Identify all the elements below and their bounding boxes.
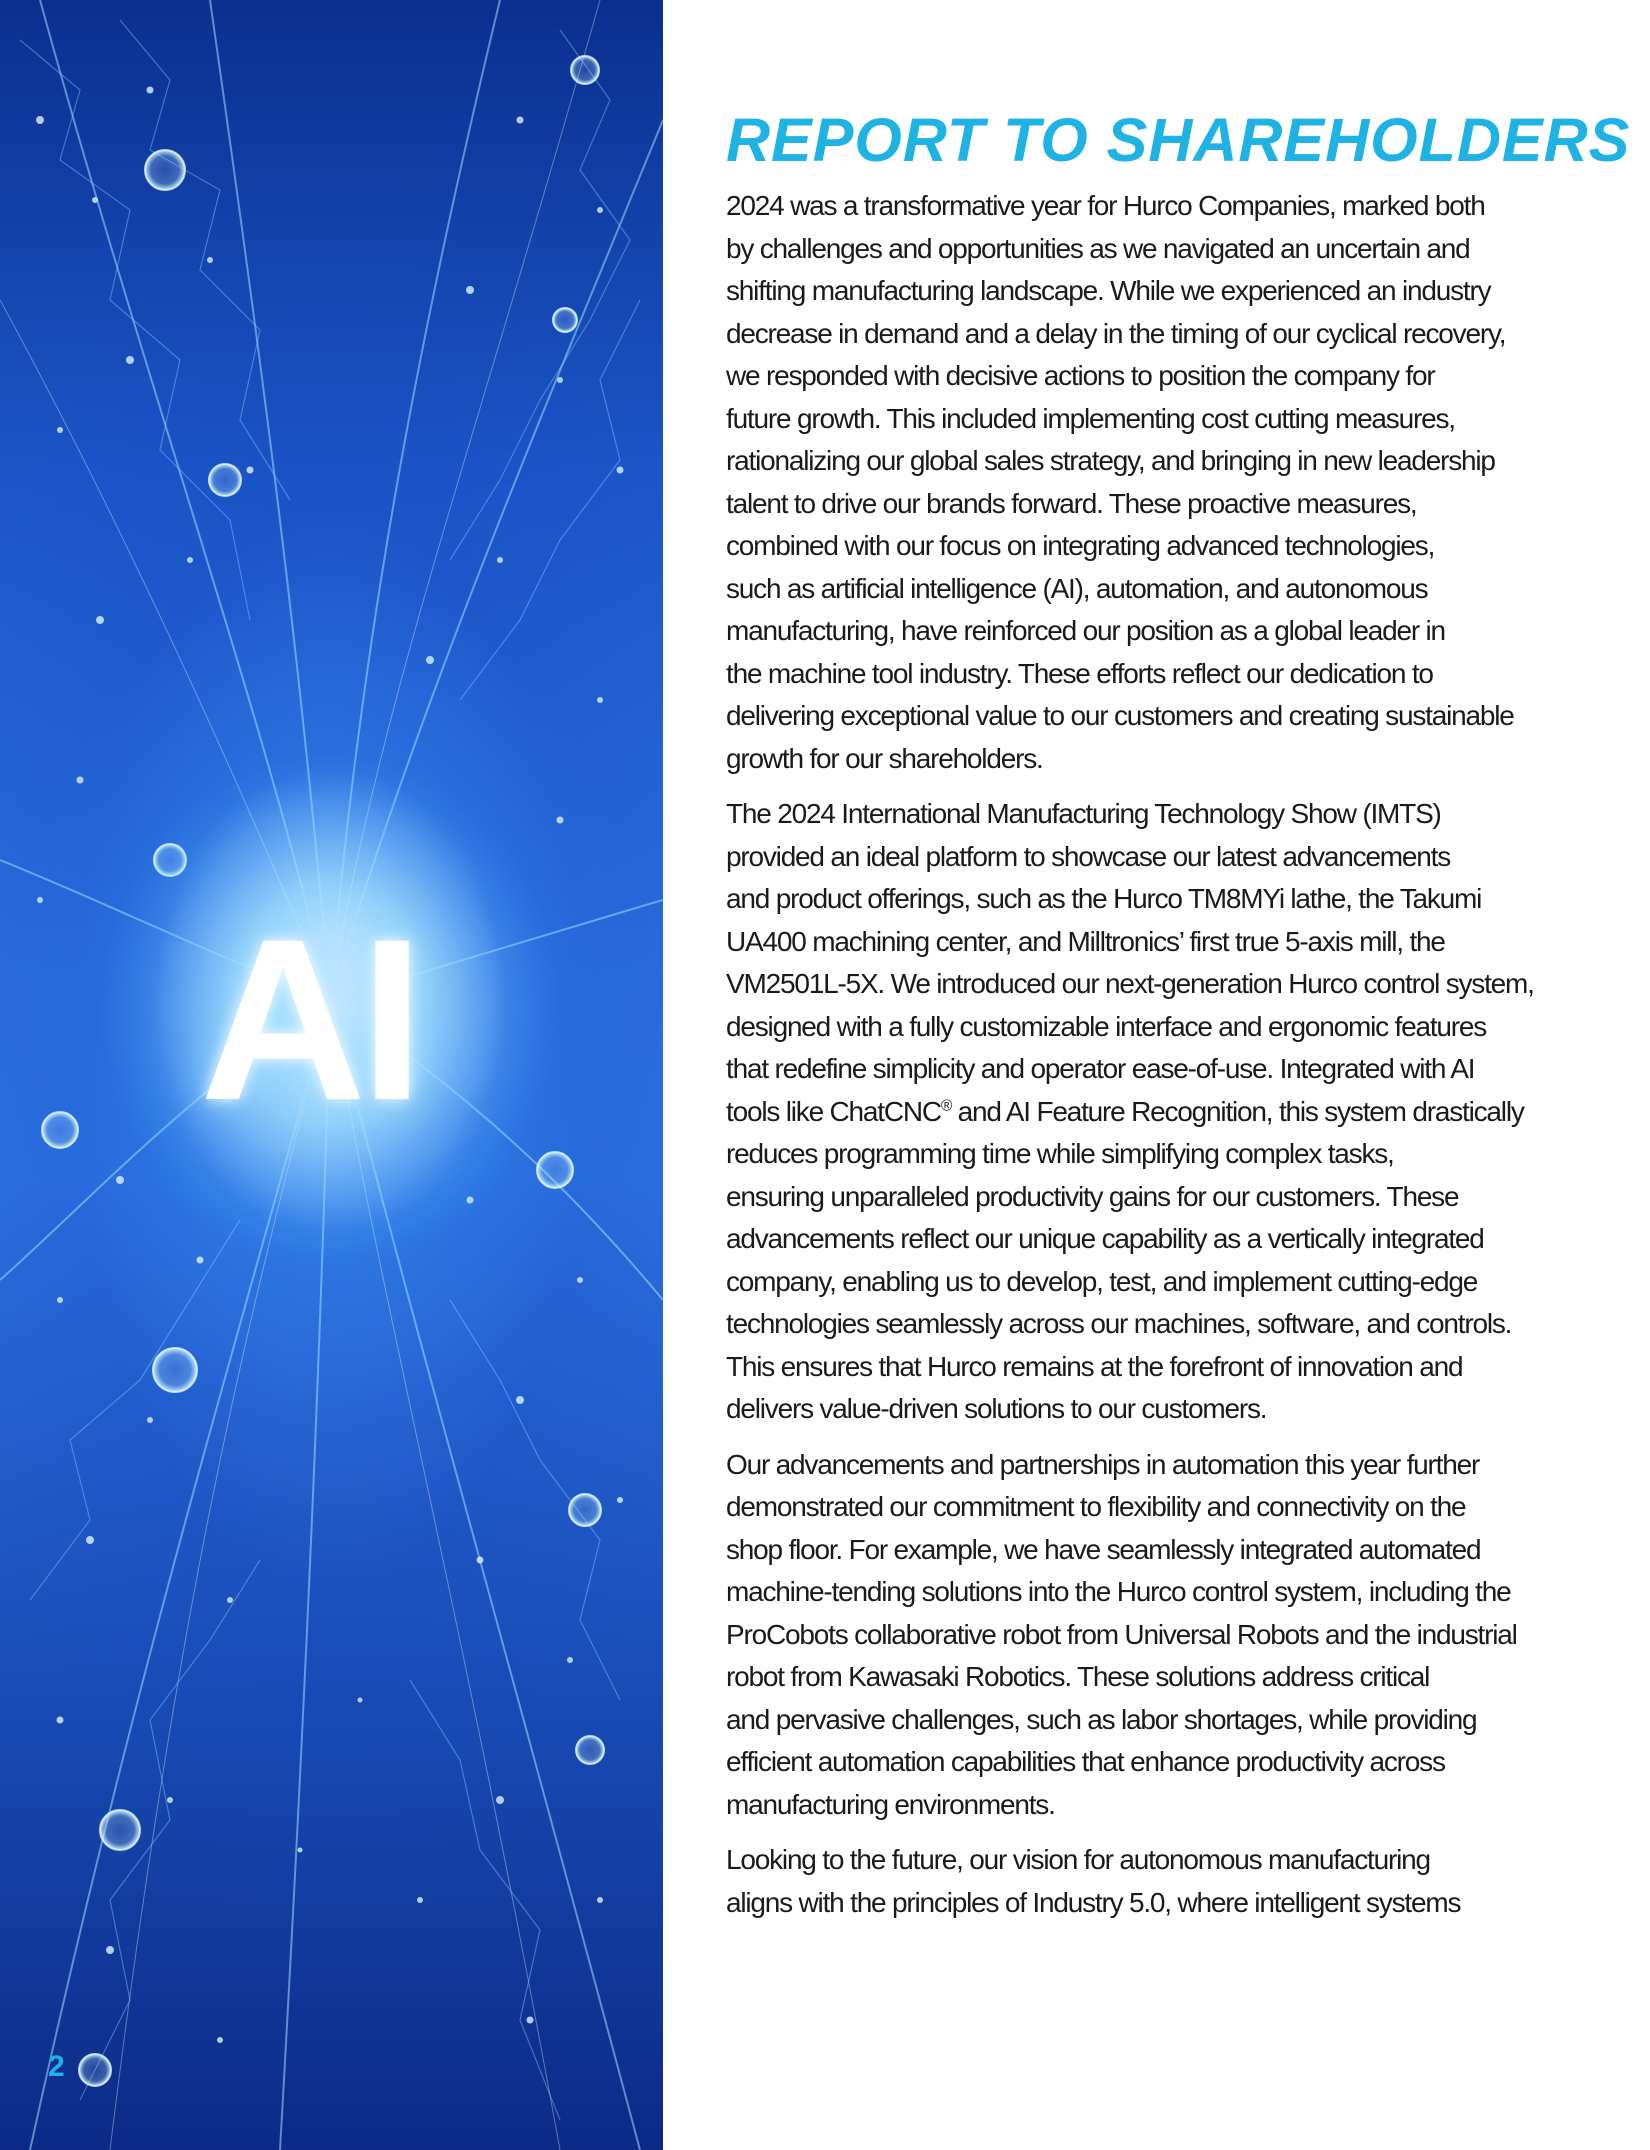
paragraph-line: rationalizing our global sales strategy, and bringing in new leadership	[726, 445, 1495, 476]
paragraph-3	[726, 1444, 1596, 1827]
paragraph-line: aligns with the principles of Industry 5.0, where intelligent systems	[726, 1886, 1461, 1918]
paragraph-line: by challenges and opportunities as we navigated an uncertain and	[726, 232, 1470, 264]
paragraph-line: decrease in demand and a delay in the timing of our cyclical recovery,	[726, 317, 1506, 349]
chatcnc-text: tools like ChatCNC	[726, 1095, 941, 1127]
paragraph-line: manufacturing environments.	[726, 1788, 1055, 1820]
paragraph-1	[726, 185, 1596, 780]
page-title: REPORT TO SHAREHOLDERS	[726, 106, 1631, 174]
paragraph-line: that redefine simplicity and operator ease-of-use. Integrated with AI	[726, 1053, 1475, 1084]
registered-mark: ®	[940, 1097, 952, 1115]
paragraph-line: Looking to the future, our vision for autonomous manufacturing	[726, 1844, 1430, 1875]
paragraph-line: shop floor. For example, we have seamlessly integrated automated	[726, 1533, 1481, 1565]
paragraph-line: shifting manufacturing landscape. While we experienced an industry	[726, 275, 1491, 306]
paragraph-line: and pervasive challenges, such as labor shortages, while providing	[726, 1703, 1477, 1735]
paragraph-line: ensuring unparalleled productivity gains for our customers. These	[726, 1180, 1459, 1212]
paragraph-line: demonstrated our commitment to flexibility and connectivity on the	[726, 1491, 1466, 1522]
page-number: 2	[48, 2050, 65, 2083]
paragraph-line: machine-tending solutions into the Hurco control system, including the	[726, 1576, 1511, 1607]
paragraph-line: and product offerings, such as the Hurco TM8MYi lathe, the Takumi	[726, 883, 1482, 914]
paragraph-line: we responded with decisive actions to position the company for	[726, 360, 1435, 391]
paragraph-line: technologies seamlessly across our machines, software, and controls.	[726, 1308, 1512, 1339]
paragraph-line: efficient automation capabilities that enhance productivity across	[726, 1746, 1445, 1777]
paragraph-line	[726, 1091, 1596, 1134]
paragraph-line: This ensures that Hurco remains at the forefront of innovation and	[726, 1350, 1463, 1382]
paragraph-2	[726, 793, 1596, 1431]
paragraph-line: UA400 machining center, and Milltronics’ first true 5-axis mill, the	[726, 925, 1445, 957]
paragraph-line: ProCobots collaborative robot from Universal Robots and the industrial	[726, 1618, 1517, 1650]
chatcnc-rest: and AI Feature Recognition, this system drastically	[951, 1095, 1524, 1127]
paragraph-line: the machine tool industry. These efforts reflect our dedication to	[726, 657, 1433, 689]
report-body	[726, 105, 1631, 1937]
paragraph-line: such as artificial intelligence (AI), automation, and autonomous	[726, 572, 1428, 604]
paragraph-line: Our advancements and partnerships in automation this year further	[726, 1448, 1480, 1480]
paragraph-line: delivers value-driven solutions to our customers.	[726, 1393, 1267, 1424]
paragraph-line: VM2501L-5X. We introduced our next-generation Hurco control system,	[726, 968, 1534, 999]
paragraph-4	[726, 1839, 1596, 1924]
paragraph-line: talent to drive our brands forward. These proactive measures,	[726, 487, 1417, 519]
paragraph-line: 2024 was a transformative year for Hurco Companies, marked both	[726, 190, 1485, 221]
ai-hero-image	[0, 0, 663, 2150]
paragraph-line: robot from Kawasaki Robotics. These solutions address critical	[726, 1661, 1430, 1692]
paragraph-line: provided an ideal platform to showcase our latest advancements	[726, 840, 1451, 872]
ai-overlay-text: AI	[200, 891, 418, 1148]
paragraph-line: future growth. This included implementing cost cutting measures,	[726, 402, 1455, 434]
paragraph-line: delivering exceptional value to our customers and creating sustainable	[726, 700, 1514, 731]
paragraph-line: The 2024 International Manufacturing Technology Show (IMTS)	[726, 798, 1441, 829]
paragraph-line: combined with our focus on integrating advanced technologies,	[726, 530, 1435, 561]
paragraph-line: growth for our shareholders.	[726, 742, 1043, 774]
paragraph-line: designed with a fully customizable interface and ergonomic features	[726, 1010, 1487, 1042]
paragraph-line: manufacturing, have reinforced our position as a global leader in	[726, 615, 1445, 646]
paragraph-line: reduces programming time while simplifying complex tasks,	[726, 1138, 1394, 1169]
paragraph-line: advancements reflect our unique capability as a vertically integrated	[726, 1223, 1484, 1254]
paragraph-line: company, enabling us to develop, test, and implement cutting-edge	[726, 1265, 1478, 1297]
